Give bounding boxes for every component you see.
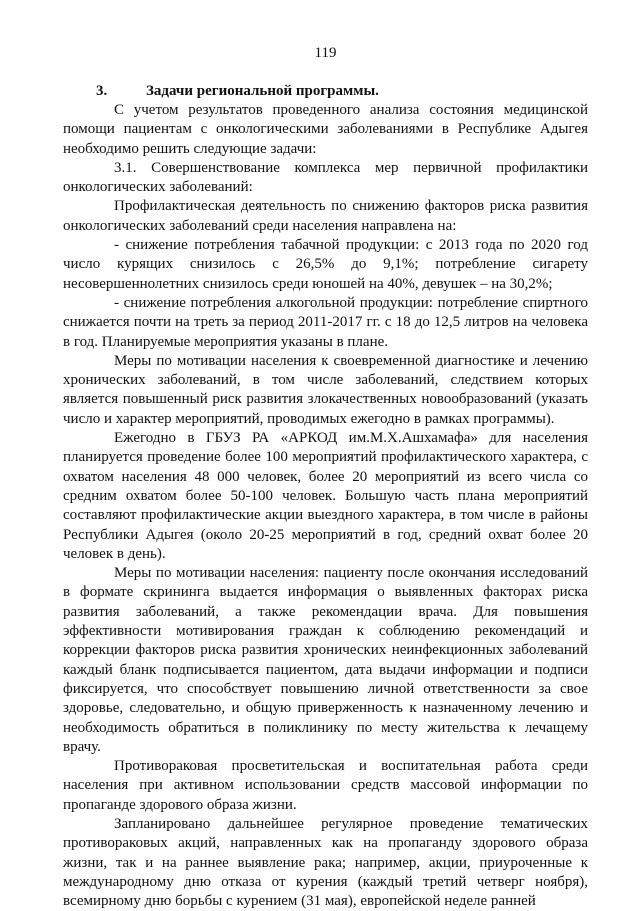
paragraph-alcohol: - снижение потребления алкогольной продукции: потребление спиртного снижается почти на треть за период 2011-2017 гг. с 18 до 12,5 литров на человека в год. Планируемые мероприятия указаны в плане. xyxy=(63,294,588,350)
paragraph-task-3-1: 3.1. Совершенствование комплекса мер первичной профилактики онкологических заболеваний: xyxy=(63,159,588,196)
paragraph-tobacco: - снижение потребления табачной продукции: с 2013 года по 2020 год число курящих снизилось с 26,5% до 9,1%; потребление сигарету несовершеннолетних снизилось среди юношей на 40%, девушек – на 30,2%; xyxy=(63,237,588,292)
paragraph-intro: С учетом результатов проведенного анализа состояния медицинской помощи пациентам с онкологическими заболеваниями в Республике Адыгея необходимо решить следующие задачи: xyxy=(63,102,588,157)
section-heading xyxy=(63,81,588,101)
section-title: Задачи региональной программы. xyxy=(146,83,379,99)
paragraph-motivation-diagnostics: Меры по мотивации населения к своевременной диагностике и лечению хронических заболеваний, в том числе заболеваний, следствием которых является повышенный риск развития злокачественных новообразований (указать число и характер мероприятий, проводимых ежегодно в рамках программы). xyxy=(63,352,588,427)
section-number: 3. xyxy=(96,83,108,99)
paragraph-prevention: Профилактическая деятельность по снижению факторов риска развития онкологических заболеваний среди населения направлена на: xyxy=(63,198,588,234)
paragraph-education: Противораковая просветительская и воспитательная работа среди населения при активном использовании средств массовой информации по пропаганде здорового образа жизни. xyxy=(63,758,588,813)
paragraph-annual-events: Ежегодно в ГБУЗ РА «АРКОД им.М.Х.Ашхамафа» для населения планируется проведение более 100 мероприятий профилактического характера, с охватом населения 48 000 человек, более 20 мероприятий из всего числа со средним охватом более 50-100 человек. Большую часть плана мероприятий составляют профилактические акции выездного характера, в том числе в районы Республики Адыгея (около 20-25 мероприятий в год, средний охват более 20 человек в день). xyxy=(63,430,588,562)
paragraph-motivation-measures: Меры по мотивации населения: пациенту после окончания исследований в формате скрининга выдается информация о выявленных факторах риска развития заболеваний, а также рекомендации врача. Для повышения эффективности мотивирования граждан к соблюдению рекомендаций и коррекции факторов риска развития хронических неинфекционных заболеваний каждый бланк подписывается пациентом, дата выдачи информации и подписи фиксируется, что способствует повышению личной ответственности за свое здоровье, следовательно, и общую приверженность к назначенному лечению и необходимость обратиться в поликлинику по месту жительства к лечащему врачу. xyxy=(63,565,588,755)
paragraph-planned-actions: Запланировано дальнейшее регулярное проведение тематических противораковых акций, направленных как на пропаганду здорового образа жизни, так и на раннее выявление рака; например, акции, приуроченные к международному дню отказа от курения (каждый третий четверг ноября), всемирному дню борьбы с курением (31 мая), европейской неделе ранней xyxy=(63,815,588,910)
page-number: 119 xyxy=(314,45,337,61)
